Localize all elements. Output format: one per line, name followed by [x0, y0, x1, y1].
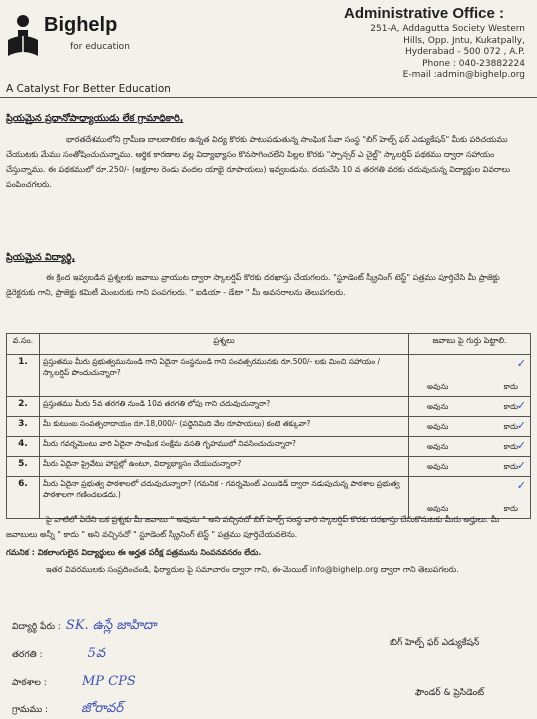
answer-no: కాదు: [503, 422, 518, 431]
answer-yes: అవును: [427, 442, 449, 451]
intro-paragraph: భారతదేశములోని గ్రామీణ బాలబాలికల ఉన్నత విద్య కొరకు పాటుపడుతున్న సాంఘిక సేవా సంస్థ "బిగ్ హెల్ప్ ఫర్ ఎడ్యుకేషన్" మీకు పరిచయము చేయుటకు మేము సంతోషించుచున్నాము. ఆర్థిక కారణాల వల్ల విద్యాభ్యాసం కొనసాగించలేని పిల్లల కొరకు "స్పాన్సర్ ఎ చైల్డ్" స్కాలర్షిప్ పథకము ద్వారా సహాయం చేస్తున్నాము. ఈ పథకములో రూ.250/- (అక్షరాల రెండు వందల యాభై రూపాయలు) ఇవ్వబడును. దయచేసి 10 వ తరగతి వరకు చదువుచున్న విద్యార్థుల వివరాలు పంపించగలరు.: [6, 135, 510, 189]
address-phone: Phone : 040-23882224: [422, 58, 525, 69]
question-text: ప్రస్తుతము మీరు 5వ తరగతి నుండి 10వ తరగతి లోపు గాని చదువుచున్నారా?: [40, 397, 409, 417]
answer-yes: అవును: [427, 422, 449, 431]
header-divider: [0, 97, 537, 98]
question-number: 6.: [7, 477, 40, 519]
answer-yes: అవును: [427, 402, 449, 411]
question-number: 5.: [7, 457, 40, 477]
answer-no: కాదు: [503, 442, 518, 451]
question-number: 2.: [7, 397, 40, 417]
contact-paragraph: ఇతర వివరములకు సంప్రదించండి, ఫిర్యాదుల పై సమాచారం ద్వారా గాని, ఈ-మెయిల్ info@bighelp.org ద్వారా గాని తెలుపగలరు.: [46, 565, 459, 574]
tick-mark-icon: ✓: [516, 399, 526, 412]
student-name-value: SK. ఉస్లే జాహిదా: [65, 618, 157, 633]
salutation-student: ప్రియమైన విద్యార్థి,: [6, 252, 76, 263]
village-label: గ్రామము :: [12, 705, 49, 715]
class-value: 5వ: [87, 646, 106, 661]
table-header-row: [7, 334, 531, 355]
tick-mark-icon: ✓: [516, 439, 526, 452]
school-field[interactable]: [12, 670, 242, 690]
village-field[interactable]: [12, 697, 242, 719]
organization-signature: బిగ్ హెల్ప్ ఫర్ ఎడ్యుకేషన్: [390, 638, 480, 648]
answer-header: జవాబు పై గుర్తు పెట్టాలి.: [409, 334, 531, 355]
tagline: A Catalyst For Better Education: [6, 83, 171, 95]
answer-yes: అవును: [427, 504, 449, 513]
tick-mark-icon: ✓: [516, 357, 526, 370]
answer-cell[interactable]: [409, 437, 531, 457]
question-number: 4.: [7, 437, 40, 457]
table-row: [7, 437, 531, 457]
answer-cell[interactable]: [409, 457, 531, 477]
founder-title: ఫౌండర్ & ప్రెసిడెంట్: [415, 688, 485, 698]
sno-header: వ.సం.: [7, 334, 40, 355]
tick-mark-icon: ✓: [516, 459, 526, 472]
question-text: ప్రస్తుతము మీరు ప్రభుత్వమునుండి గాని ఏదైనా సంస్థనుండి గాని సంవత్సరమునకు రూ.500/- లకు మించి సహాయం / స్కాలర్షిప్ పొందుచున్నారా?: [40, 355, 409, 397]
office-title: Administrative Office :: [344, 5, 505, 22]
brand-name: Bighelp: [44, 14, 118, 36]
eligibility-paragraph: పై వాటిలో ఏదేని ఒక ప్రశ్నకు మీ జవాబు " అవును " అని వచ్చినచో బిగ్ హెల్ప్ సంస్థ వారి స్కాలర్షిప్ కొరకు దరఖాస్తు చేసుకొనుటకు మీరు అర్హులు. మీ జవాబులు అన్నీ " కాదు " అని వచ్చినచో " స్టూడెంట్ స్క్రీనింగ్ టెస్ట్ " పత్రము పూర్తిచేయవలెను.: [6, 515, 500, 539]
answer-no: కాదు: [503, 462, 518, 471]
table-row: [7, 397, 531, 417]
answer-no: కాదు: [503, 504, 518, 513]
office-address: [370, 24, 525, 82]
village-value: జోరావర్: [81, 701, 124, 716]
student-name-label: విద్యార్థి పేరు :: [12, 622, 61, 632]
note-text: గమనిక : వికలాంగులైన విద్యార్థులు ఈ అర్హత పరీక్ష పత్రమును నింపనవసరం లేదు.: [6, 548, 262, 557]
question-number: 1.: [7, 355, 40, 397]
answer-no: కాదు: [503, 402, 518, 411]
question-text: మీరు ఏదైనా ప్రభుత్వ పాఠశాలలో చదువుచున్నారా? (గమనిక - గవర్నమెంట్ ఎయిడెడ్ ద్వారా నడుపుచున్న పాఠశాల ప్రభుత్వ పాఠశాలగా గణించబడదు.): [40, 477, 409, 519]
address-line: Hills, Opp. Jntu, Kukatpally,: [403, 35, 525, 46]
question-text: మీరు గవర్నమెంటు వారి ఏదైనా సాంఘిక సంక్షేమ వసతి గృహములో నివసించుచున్నారా?: [40, 437, 409, 457]
class-label: తరగతి :: [12, 650, 43, 660]
answer-yes: అవును: [427, 382, 449, 391]
question-text: మీరు ఏదైనా ప్రైవేటు హాస్టల్లో ఉంటూ, విద్యాభ్యాసం చేయుచున్నారా?: [40, 457, 409, 477]
answer-cell[interactable]: [409, 397, 531, 417]
instructions-paragraph: ఈ క్రింద ఇవ్వబడిన ప్రశ్నలకు జవాబు వ్రాయుట ద్వారా స్కాలర్షిప్ కొరకు దరఖాస్తు చేయగలరు. "స్టూడెంట్ స్క్రీనింగ్ టెస్ట్" పత్రము పూర్తిచేసి మీ ప్రాజెక్టు డైరెక్టరుకు గాని, ప్రాజెక్టు కమిటీ మెంబరుకు గాని పంపగలరు. " ఐడియా - డేటా " మీ అవసరాలను తెలుపగలరు.: [6, 273, 500, 297]
question-text: మీ కుటుంబ సంవత్సరాదాయం రూ.18,000/- (పద్దెనిమిది వేల రూపాయలు) కంటె తక్కువా?: [40, 417, 409, 437]
question-header: ప్రశ్నలు: [40, 334, 409, 355]
school-value: MP CPS: [81, 674, 136, 689]
address-email: E-mail :admin@bighelp.org: [402, 70, 525, 80]
screening-questions-table: [6, 333, 531, 519]
school-label: పాఠశాల :: [12, 678, 47, 688]
answer-cell[interactable]: [409, 355, 531, 397]
table-row: [7, 457, 531, 477]
bighelp-logo-icon: [6, 14, 40, 58]
salutation-headmaster: ప్రియమైన ప్రధానోపాధ్యాయుడు లేక గ్రామాధికారి,: [6, 113, 184, 124]
tick-mark-icon: ✓: [516, 479, 526, 492]
answer-no: కాదు: [503, 382, 518, 391]
class-field[interactable]: [12, 642, 242, 664]
table-row: [7, 417, 531, 437]
address-line: Hyderabad - 500 072 , A.P.: [404, 47, 525, 57]
address-line: 251-A, Addagutta Society Western: [370, 24, 525, 34]
table-row: [7, 355, 531, 397]
tick-mark-icon: ✓: [516, 419, 526, 432]
question-number: 3.: [7, 417, 40, 437]
brand-subtitle: for education: [70, 42, 130, 52]
answer-yes: అవును: [427, 462, 449, 471]
answer-cell[interactable]: [409, 417, 531, 437]
student-name-field[interactable]: [12, 614, 242, 636]
